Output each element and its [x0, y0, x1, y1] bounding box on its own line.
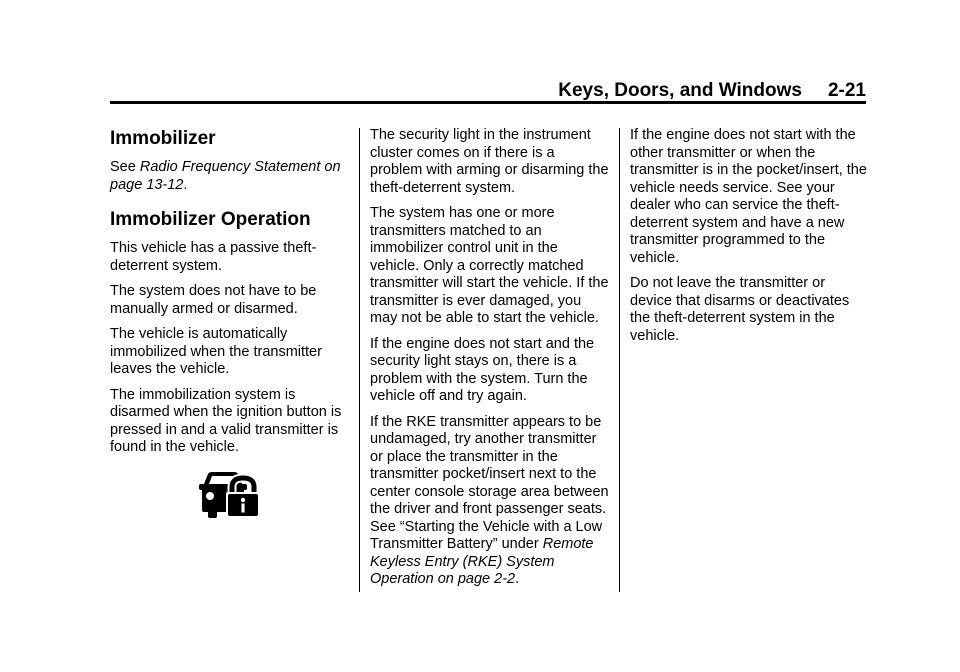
see-prefix: See [110, 159, 140, 175]
heading-immobilizer-operation: Immobilizer Operation [110, 209, 311, 230]
column-3 [630, 127, 870, 353]
section-title: Keys, Doors, and Windows [558, 80, 802, 101]
column-divider-1 [359, 128, 360, 592]
page-number: 2-21 [827, 80, 866, 101]
see-link[interactable]: Radio Frequency Statement on page 13-12 [110, 159, 341, 193]
security-light-icon [198, 472, 260, 518]
paragraph: The immobilization system is disarmed when the ignition button is pressed in and a valid transmitter is found in the vehicle. [110, 386, 342, 455]
paragraph: The system does not have to be manually armed or disarmed. [110, 283, 317, 317]
paragraph: The system has one or more transmitters matched to an immobilizer control unit in the vehicle. Only a correctly matched transmitter will start the vehicle. If the transmitter is ever damaged, you may not be able to start the vehicle. [370, 205, 609, 326]
see-reference [110, 159, 350, 194]
header-rule [110, 101, 866, 104]
column-2 [370, 127, 610, 597]
paragraph: This vehicle has a passive theft-deterrent system. [110, 240, 317, 274]
heading-immobilizer: Immobilizer [110, 128, 216, 149]
paragraph [370, 414, 610, 589]
paragraph-suffix: . [515, 571, 520, 587]
paragraph-text: If the RKE transmitter appears to be undamaged, try another transmitter or place the transmitter in the transmitter pocket/insert next to the center console storage area between the driver and front passenger seats. See “Starting the Vehicle with a Low Transmitter Battery” under [370, 413, 609, 552]
paragraph: The security light in the instrument cluster comes on if there is a problem with arming or disarming the theft-deterrent system. [370, 127, 609, 196]
column-1 [110, 128, 350, 465]
header-text [558, 80, 866, 102]
paragraph: If the engine does not start and the security light stays on, there is a problem with the system. Turn the vehicle off and try again. [370, 335, 595, 404]
see-suffix: . [183, 176, 188, 193]
paragraph: Do not leave the transmitter or device that disarms or deactivates the theft-deterrent system in the vehicle. [630, 275, 850, 344]
paragraph: If the engine does not start with the other transmitter or when the transmitter is in the pocket/insert, the vehicle needs service. See your dealer who can service the theft-deterrent system and have a new transmitter programmed to the vehicle. [630, 127, 867, 266]
column-divider-2 [619, 128, 620, 592]
paragraph: The vehicle is automatically immobilized when the transmitter leaves the vehicle. [110, 326, 322, 377]
rke-link[interactable]: Remote Keyless Entry (RKE) System Operation on page 2-2 [370, 536, 594, 587]
